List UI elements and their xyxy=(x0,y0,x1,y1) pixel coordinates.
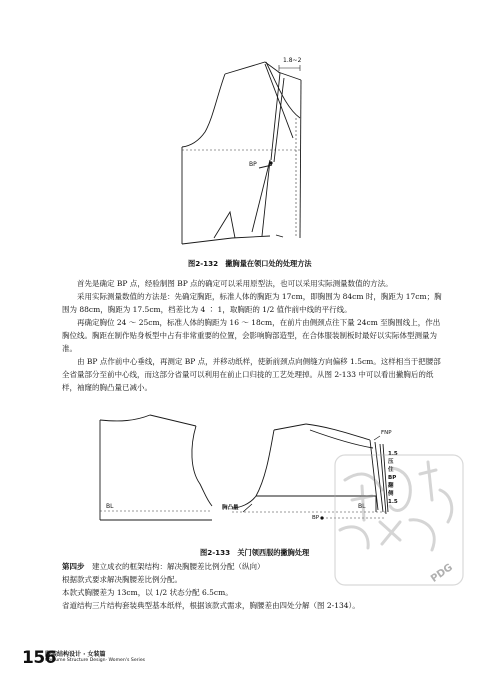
figure-1-measure-label: 1.8~2 xyxy=(283,57,302,64)
v-label-5: 翻 xyxy=(388,483,394,489)
neck-diagonal xyxy=(265,64,293,138)
front-center-1 xyxy=(370,440,378,510)
front-center-3 xyxy=(380,444,386,514)
dart-line-1 xyxy=(271,73,280,160)
step-4-heading-line xyxy=(62,560,360,573)
step-4-section xyxy=(62,560,360,612)
figure-2-bl-left: BL xyxy=(106,503,114,510)
step-4-line-3: 省道结构三片结构套装典型基本纸样，根据该款式需求，胸腰差由四处分解（图 2-134）。 xyxy=(62,601,360,610)
figure-1-bp-label: BP xyxy=(249,161,257,168)
figure-2-fnp-label: FNP xyxy=(381,430,392,436)
step-4-line-2: 本款式胸腰差为 13cm，以 1/2 状态分配 6.5cm。 xyxy=(62,588,233,597)
hem-line xyxy=(182,236,270,244)
shoulder-line-right xyxy=(278,72,301,80)
back-shoulder xyxy=(150,415,196,426)
figure-2-bl-right: BL xyxy=(358,503,366,510)
step-4-line-1: 根据款式要求解决胸腰差比例分配。 xyxy=(62,575,182,584)
hem-right xyxy=(276,235,283,237)
figure-2-bp-label: BP xyxy=(312,515,320,521)
front-neck-outer xyxy=(306,424,370,440)
paragraph-2: 采用实际测量数值的方法是：先确定胸距，标准人体的胸距为 17cm，即胸围为 84cm 时，胸距为 17cm；胸围为 88cm，胸距为 17.5cm，档差比为 4 ∶ 1，取胸距的 1/2 值作前中线的平行线。 xyxy=(62,292,442,314)
front-neck-inner xyxy=(310,430,373,448)
figure-2-chest-label: 胸凸量 xyxy=(222,505,239,511)
v-label-1: 1.5 xyxy=(388,451,398,457)
step-4-heading-text: 建立成衣的框架结构：解决胸腰差比例分配（纵向） xyxy=(84,562,265,571)
paragraph-3: 再确定胸位 24 ～ 25cm，标准人体的胸距为 16 ～ 18cm，在前片由侧颈点往下量 24cm 至胸围线上，作出胸位线。胸距在制作贴身板型中占有非常重要的位置，会影响胸部造型，在合体服装制板时最好以实际体型测量为准。 xyxy=(62,318,441,353)
figure-2-caption: 图2-133 关门领西服的撇胸处理 xyxy=(200,548,310,557)
figure-1-caption: 图2-132 撇胸量在领口处的处理方法 xyxy=(188,259,312,268)
front-shoulder xyxy=(274,424,306,430)
paragraph-4: 由 BP 点作前中心垂线，再测定 BP 点，并移动纸样，使新前颈点向侧缝方向偏移 1.5cm。这样相当于把腰部全省量部分至前中心线，而这部分省量可以利用在前止口归拢的工艺处理掉。从图 2-133 中可以看出撇胸后的纸样，袖窿的胸凸量已减小。 xyxy=(62,357,441,392)
waist-dart xyxy=(252,160,270,236)
back-neck xyxy=(100,415,150,421)
v-label-7: 1.5 xyxy=(388,499,398,505)
figure-2-vertical-labels xyxy=(388,450,398,506)
page-number: 156 xyxy=(22,648,56,668)
front-armhole xyxy=(232,430,274,508)
series-title-en: Costume Structure Design· Women's Series xyxy=(45,658,146,663)
shoulder-line-left xyxy=(225,62,280,74)
bp-point xyxy=(269,161,272,164)
watermark-text: PDG xyxy=(429,562,455,585)
center-front-line xyxy=(300,80,301,238)
bp-point-2 xyxy=(320,516,323,519)
paragraph-1: 首先是确定 BP 点，经验制图 BP 点的确定可以采用原型法，也可以采用实际测量数值的方法。 xyxy=(77,279,393,288)
v-label-2: 压 xyxy=(388,459,394,465)
back-armhole xyxy=(192,426,212,506)
v-label-6: 侧 xyxy=(388,491,394,497)
front-center-2 xyxy=(375,442,383,512)
dart-line-2 xyxy=(274,78,284,162)
v-label-4: BP xyxy=(388,475,397,481)
armhole-curve xyxy=(182,74,225,147)
step-4-heading: 第四步 xyxy=(62,562,85,571)
body-text xyxy=(62,277,442,394)
v-label-3: 住 xyxy=(388,467,394,473)
neck-curve xyxy=(266,62,300,118)
side-dart xyxy=(214,212,235,238)
series-title-cn: 服装结构设计 · 女装篇 xyxy=(45,651,106,658)
